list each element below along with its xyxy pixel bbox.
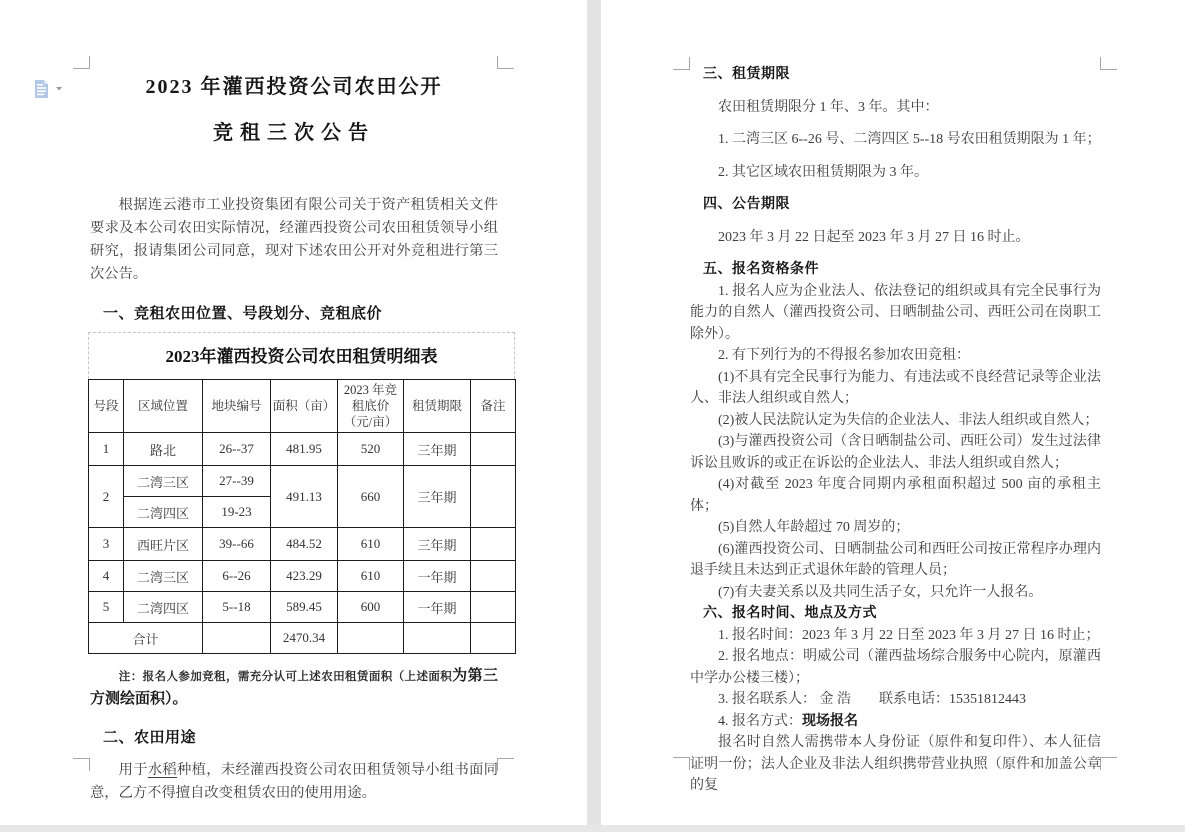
header-region: 区域位置: [124, 380, 203, 433]
cell-total-area: 2470.34: [271, 623, 338, 654]
paragraph: 报名时自然人需携带本人身份证（原件和复印件）、本人征信证明一份；法人企业及非法人组织携带营业执照（原件和加盖公章的复: [690, 735, 1101, 793]
header-plot-no: 地块编号: [203, 380, 271, 433]
crop-mark-top-left: [73, 56, 90, 69]
cell-total-label: 合计: [89, 623, 203, 654]
usage-rest: 种植，未经灌西投资公司农田租赁领导小组书面同意，乙方不得擅自改变租赁农田的使用用途。: [90, 762, 499, 801]
cell-area: 589.45: [271, 592, 338, 623]
paragraph: (5)自然人年龄超过 70 周岁的；: [718, 520, 910, 535]
cell-region: 二湾三区: [124, 561, 203, 592]
paste-options-button[interactable]: [33, 79, 65, 99]
table-row: [89, 466, 516, 497]
cell-remark: [471, 623, 516, 654]
canvas-bottom-strip: [0, 825, 1185, 832]
cell-area: 423.29: [271, 561, 338, 592]
cell-price: 520: [338, 433, 404, 466]
cell-area: 481.95: [271, 433, 338, 466]
usage-prefix: 用于: [118, 762, 148, 778]
cell-remark: [471, 561, 516, 592]
document-title-line2: 竞租三次公告: [213, 122, 375, 144]
paragraph: (4)对截至 2023 年度合同期内承租面积超过 500 亩的承租主体；: [690, 477, 1101, 514]
cell-term: 三年期: [404, 528, 471, 561]
paragraph: 2. 报名地点：明威公司（灌西盐场综合服务中心院内，原灌西中学办公楼三楼）；: [690, 649, 1101, 686]
paragraph: 1. 报名时间：2023 年 3 月 22 日至 2023 年 3 月 27 日 16 时止；: [718, 627, 1100, 643]
paragraph: 2. 有下列行为的不得报名参加农田竞租：: [718, 348, 970, 363]
contact-paragraph: 3. 报名联系人： 金 浩 联系电话：15351812443: [718, 692, 1026, 707]
table-row: [89, 561, 516, 592]
cell-term: 一年期: [404, 592, 471, 623]
cell-no: 2: [89, 466, 124, 528]
page-2-text-area[interactable]: [690, 64, 1101, 797]
table-title: 2023年灌西投资公司农田租赁明细表: [88, 332, 515, 379]
crop-mark-bottom-right: [1100, 757, 1117, 770]
paragraph: 2023 年 3 月 22 日起至 2023 年 3 月 27 日 16 时止。: [718, 229, 1030, 245]
cell-plot: 26--37: [203, 433, 271, 466]
crop-mark-top-right: [497, 56, 514, 69]
cell-region: 二湾四区: [124, 592, 203, 623]
method-paragraph: [690, 711, 1101, 733]
page-1: [0, 0, 587, 825]
section-1-heading: 一、竞租农田位置、号段划分、竞租底价: [103, 306, 383, 322]
paragraph: 1. 二湾三区 6--26 号、二湾四区 5--18 号农田租赁期限为 1 年；: [718, 132, 1101, 147]
paragraph: 1. 报名人应为企业法人、依法登记的组织或具有完全民事行为能力的自然人（灌西投资公司、日晒制盐公司、西旺公司在岗职工除外）。: [690, 283, 1101, 342]
cell-region: 二湾三区: [124, 466, 203, 497]
header-remark: 备注: [471, 380, 516, 433]
cell-area: 484.52: [271, 528, 338, 561]
table-note: [90, 665, 498, 710]
cell-plot: 19-23: [203, 497, 271, 528]
paragraph: 农田租赁期限分 1 年、3 年。其中：: [718, 99, 939, 115]
farmland-lease-table: [88, 332, 515, 654]
intro-paragraph: 根据连云港市工业投资集团有限公司关于资产租赁相关文件要求及本公司农田实际情况，经灌西投资公司农田租赁领导小组研究，报请集团公司同意，现对下述农田公开对外竞租进行第三次公告。: [90, 197, 498, 282]
cell-remark: [471, 433, 516, 466]
chevron-down-icon: [56, 87, 62, 91]
cell-no: 1: [89, 433, 124, 466]
cell-price: 610: [338, 528, 404, 561]
cell-remark: [471, 466, 516, 528]
header-segment: 号段: [89, 380, 124, 433]
paragraph: (3)与灌西投资公司（含日晒制盐公司、西旺公司）发生过法律诉讼且败诉的或正在诉讼的企业法人、非法人组织或自然人；: [690, 434, 1101, 471]
method-prefix: 4. 报名方式：: [718, 713, 802, 729]
note-small-text: 注：报名人参加竞租，需充分认可上述农田租赁面积（上述面积: [118, 671, 453, 683]
table-total-row: [89, 623, 516, 654]
cell-plot: 6--26: [203, 561, 271, 592]
paragraph: (1)不具有完全民事行为能力、有违法或不良经营记录等企业法人、非法人组织或自然人；: [690, 369, 1101, 406]
cell-term: 三年期: [404, 433, 471, 466]
cell-no: 3: [89, 528, 124, 561]
table-row: [89, 433, 516, 466]
table-header-row: [89, 380, 516, 433]
section-2-heading: 二、农田用途: [103, 730, 197, 746]
cell-term: [404, 623, 471, 654]
section-6-heading: 六、报名时间、地点及方式: [703, 606, 877, 621]
cell-term: 三年期: [404, 466, 471, 528]
cell-plot: 39--66: [203, 528, 271, 561]
cell-no: 4: [89, 561, 124, 592]
document-icon: [35, 80, 48, 98]
crop-mark-bottom-left: [73, 758, 90, 771]
method-bold: 现场报名: [802, 713, 858, 729]
crop-mark-bottom-right: [497, 758, 514, 771]
paragraph: (7)有夫妻关系以及共同生活子女，只允许一人报名。: [718, 584, 1043, 600]
cell-region: 二湾四区: [124, 497, 203, 528]
usage-underlined-term: 水稻: [147, 762, 178, 778]
table-row: [89, 592, 516, 623]
section-3-heading: 三、租赁期限: [703, 67, 790, 82]
cell-region: 路北: [124, 433, 203, 466]
cell-plot: 27--39: [203, 466, 271, 497]
paragraph: (6)灌西投资公司、日晒制盐公司和西旺公司按正常程序办理内退手续且未达到正式退休年龄的管理人员；: [690, 541, 1101, 578]
header-base-price: 2023 年竞租底价（元/亩）: [338, 380, 404, 433]
cell-plot: [203, 623, 271, 654]
usage-paragraph: [90, 759, 498, 805]
crop-mark-top-right: [1100, 57, 1117, 70]
header-area: 面积（亩）: [271, 380, 338, 433]
crop-mark-top-left: [673, 57, 690, 70]
cell-price: [338, 623, 404, 654]
cell-price: 600: [338, 592, 404, 623]
cell-plot: 5--18: [203, 592, 271, 623]
cell-remark: [471, 528, 516, 561]
lease-detail-table: [88, 379, 516, 654]
paragraph: 2. 其它区域农田租赁期限为 3 年。: [718, 164, 928, 180]
cell-price: 660: [338, 466, 404, 528]
paragraph: (2)被人民法院认定为失信的企业法人、非法人组织或自然人；: [718, 412, 1099, 428]
page-1-text-area[interactable]: [90, 70, 506, 805]
note-emphasis-text: 为第三方测绘面积）。: [90, 668, 498, 707]
cell-area: 491.13: [271, 466, 338, 528]
section-4-heading: 四、公告期限: [703, 197, 790, 212]
cell-region: 西旺片区: [124, 528, 203, 561]
section-5-heading: 五、报名资格条件: [703, 262, 819, 277]
cell-price: 610: [338, 561, 404, 592]
page-gap: [587, 0, 601, 825]
crop-mark-bottom-left: [673, 757, 690, 770]
header-lease-term: 租赁期限: [404, 380, 471, 433]
document-title-line1: 2023 年灌西投资公司农田公开: [145, 76, 443, 98]
cell-term: 一年期: [404, 561, 471, 592]
page-2: [601, 0, 1185, 825]
cell-remark: [471, 592, 516, 623]
table-row: [89, 528, 516, 561]
cell-no: 5: [89, 592, 124, 623]
